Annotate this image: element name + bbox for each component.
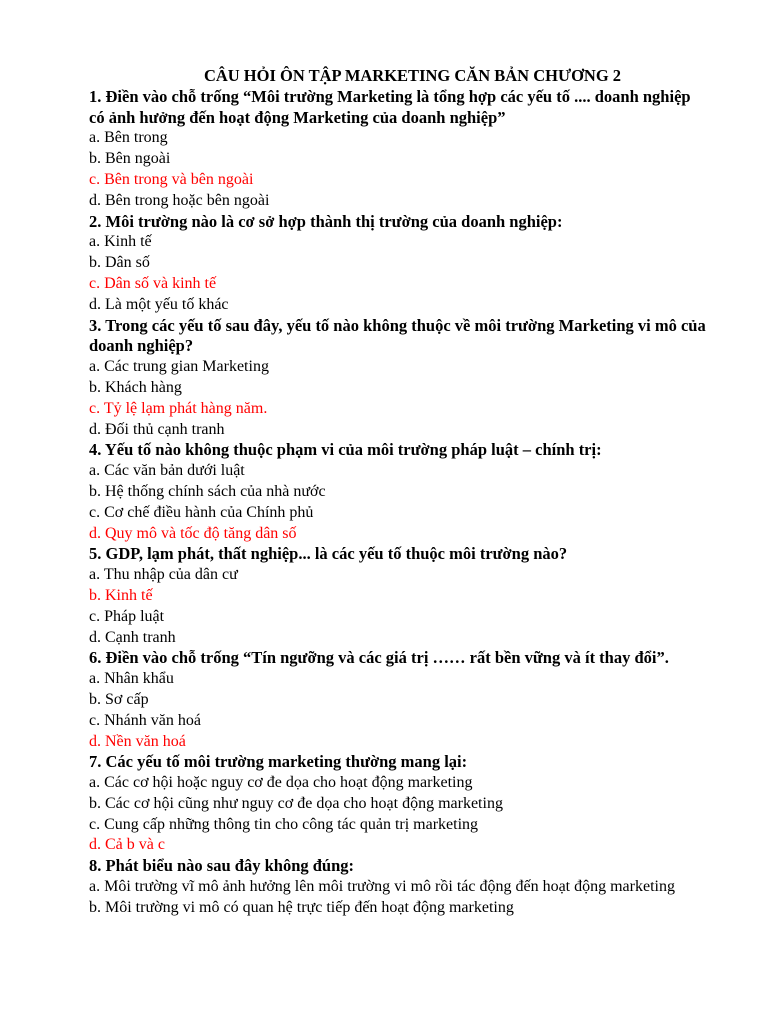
correct-answer-option: c. Dân số và kinh tế bbox=[89, 274, 217, 292]
answer-option: a. Kinh tế bbox=[89, 233, 152, 251]
answer-option: b. Bên ngoài bbox=[89, 150, 171, 168]
question-block bbox=[89, 648, 708, 752]
question-block bbox=[89, 752, 708, 856]
correct-answer-option: d. Quy mô và tốc độ tăng dân số bbox=[89, 524, 297, 542]
answer-option: b. Các cơ hội cũng như nguy cơ đe dọa cho hoạt động marketing bbox=[89, 794, 503, 812]
question-block bbox=[89, 440, 708, 544]
answer-option: a. Các trung gian Marketing bbox=[89, 358, 269, 376]
answer-option: b. Hệ thống chính sách của nhà nước bbox=[89, 482, 326, 500]
answer-option: b. Sơ cấp bbox=[89, 690, 149, 708]
answer-option: b. Dân số bbox=[89, 254, 150, 272]
answer-option: b. Khách hàng bbox=[89, 378, 182, 396]
document-title: CÂU HỎI ÔN TẬP MARKETING CĂN BẢN CHƯƠNG 2 bbox=[203, 66, 622, 85]
correct-answer-option: c. Bên trong và bên ngoài bbox=[89, 170, 254, 188]
answer-option: d. Là một yếu tố khác bbox=[89, 295, 229, 313]
question-block bbox=[89, 212, 708, 316]
question-block bbox=[89, 87, 708, 212]
question-text: 2. Môi trường nào là cơ sở hợp thành thị trường của doanh nghiệp: bbox=[89, 211, 563, 231]
answer-option: c. Cung cấp những thông tin cho công tác quản trị marketing bbox=[89, 815, 479, 833]
question-text: 3. Trong các yếu tố sau đây, yếu tố nào không thuộc về môi trường Marketing vi mô của doanh nghiệp? bbox=[89, 315, 706, 356]
question-block bbox=[89, 316, 708, 441]
question-list bbox=[89, 87, 708, 919]
answer-option: a. Các cơ hội hoặc nguy cơ đe dọa cho hoạt động marketing bbox=[89, 774, 473, 792]
answer-option: a. Bên trong bbox=[89, 129, 168, 147]
answer-option: a. Các văn bản dưới luật bbox=[89, 462, 245, 480]
question-text: 4. Yếu tố nào không thuộc phạm vi của môi trường pháp luật – chính trị: bbox=[89, 440, 602, 460]
question-text: 8. Phát biểu nào sau đây không đúng: bbox=[89, 856, 355, 876]
correct-answer-option: b. Kinh tế bbox=[89, 586, 153, 604]
answer-option: b. Môi trường vi mô có quan hệ trực tiếp đến hoạt động marketing bbox=[89, 898, 514, 916]
question-text: 7. Các yếu tố môi trường marketing thường mang lại: bbox=[89, 752, 468, 772]
answer-option: a. Môi trường vĩ mô ảnh hưởng lên môi trường vi mô rồi tác động đến hoạt động marketing bbox=[89, 878, 675, 896]
correct-answer-option: c. Tỷ lệ lạm phát hàng năm. bbox=[89, 399, 268, 417]
answer-option: d. Bên trong hoặc bên ngoài bbox=[89, 191, 270, 209]
question-text: 5. GDP, lạm phát, thất nghiệp... là các yếu tố thuộc môi trường nào? bbox=[89, 544, 568, 564]
answer-option: c. Cơ chế điều hành của Chính phủ bbox=[89, 503, 314, 521]
question-block bbox=[89, 544, 708, 648]
correct-answer-option: d. Nền văn hoá bbox=[89, 732, 186, 750]
question-text: 6. Điền vào chỗ trống “Tín ngưỡng và các giá trị …… rất bền vững và ít thay đổi”. bbox=[89, 648, 669, 668]
answer-option: c. Pháp luật bbox=[89, 607, 165, 625]
question-text: 1. Điền vào chỗ trống “Môi trường Marketing là tổng hợp các yếu tố .... doanh nghiệp có ảnh hưởng đến hoạt động Marketing của doanh nghiệp” bbox=[89, 86, 691, 127]
answer-option: d. Cạnh tranh bbox=[89, 628, 176, 646]
answer-option: c. Nhánh văn hoá bbox=[89, 711, 201, 729]
answer-option: d. Đối thủ cạnh tranh bbox=[89, 420, 225, 438]
answer-option: a. Nhân khẩu bbox=[89, 670, 174, 688]
correct-answer-option: d. Cả b và c bbox=[89, 836, 165, 854]
question-block bbox=[89, 856, 708, 918]
answer-option: a. Thu nhập của dân cư bbox=[89, 566, 238, 584]
